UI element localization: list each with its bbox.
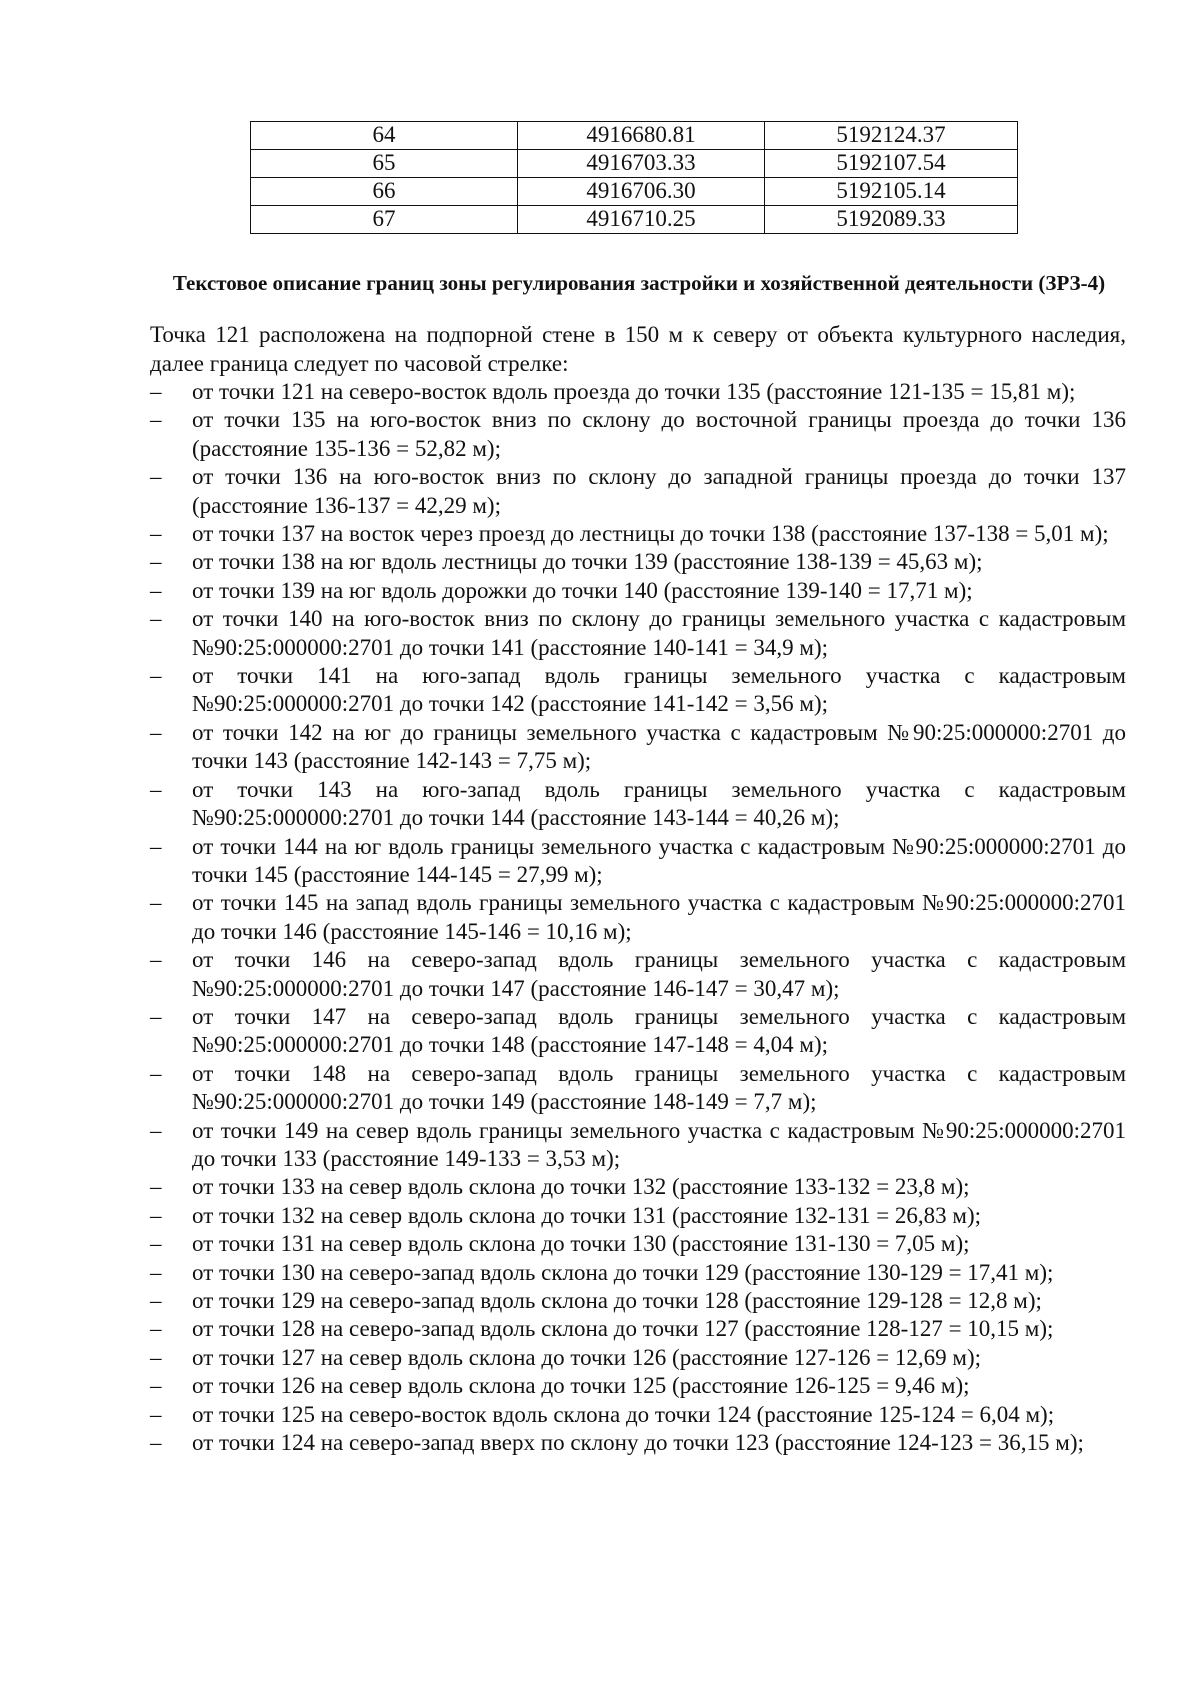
- list-item: [150, 776, 1126, 833]
- x-coordinate-cell: 4916706.30: [518, 178, 765, 206]
- x-coordinate-cell: 4916680.81: [518, 122, 765, 150]
- section-title: Текстовое описание границ зоны регулирования застройки и хозяйственной деятельности (ЗРЗ-4): [172, 271, 1106, 295]
- bullet-dash: –: [150, 890, 162, 916]
- bullet-dash: –: [150, 1288, 162, 1313]
- point-number-cell: 67: [251, 206, 518, 234]
- coordinates-table: [250, 121, 1018, 234]
- list-item-text: от точки 126 на север вдоль склона до точки 125 (расстояние 126-125 = 9,46 м);: [192, 1373, 970, 1399]
- y-coordinate-cell: 5192124.37: [765, 122, 1018, 150]
- list-item-text: от точки 128 на северо-запад вдоль склона до точки 127 (расстояние 128-127 = 10,15 м);: [192, 1316, 1054, 1342]
- list-item-text: от точки 142 на юг до границы земельного участка с кадастровым №90:25:000000:2701 до точки 143 (расстояние 142-143 = 7,75 м);: [192, 719, 1126, 774]
- list-item: [150, 520, 1126, 548]
- point-number-cell: 65: [251, 150, 518, 178]
- list-item-text: от точки 127 на север вдоль склона до точки 126 (расстояние 127-126 = 12,69 м);: [192, 1344, 982, 1370]
- list-item: [150, 1230, 1126, 1258]
- list-item-text: от точки 130 на северо-запад вдоль склона до точки 129 (расстояние 130-129 = 17,41 м);: [192, 1259, 1054, 1285]
- x-coordinate-cell: 4916710.25: [518, 206, 765, 234]
- list-item: [150, 1060, 1126, 1117]
- list-item-text: от точки 148 на северо-запад вдоль границы земельного участка с кадастровым №90:25:000000:2701 до точки 149 (расстояние 148-149 = 7,7 м);: [192, 1060, 1126, 1115]
- list-item-text: от точки 136 на юго-восток вниз по склону до западной границы проезда до точки 137 (расстояние 136-137 = 42,29 м);: [192, 464, 1126, 518]
- list-item-text: от точки 132 на север вдоль склона до точки 131 (расстояние 132-131 = 26,83 м);: [192, 1202, 982, 1228]
- list-item-text: от точки 125 на северо-восток вдоль склона до точки 124 (расстояние 125-124 = 6,04 м);: [192, 1401, 1055, 1427]
- list-item: [150, 1315, 1126, 1343]
- bullet-dash: –: [150, 1174, 162, 1200]
- list-item-text: от точки 129 на северо-запад вдоль склона до точки 128 (расстояние 129-128 = 12,8 м);: [192, 1288, 1042, 1313]
- list-item-text: от точки 131 на север вдоль склона до точки 130 (расстояние 131-130 = 7,05 м);: [192, 1231, 970, 1257]
- point-number-cell: 64: [251, 122, 518, 150]
- list-item-text: от точки 124 на северо-запад вверх по склону до точки 123 (расстояние 124-123 = 36,15 м);: [192, 1430, 1084, 1456]
- list-item: [150, 1202, 1126, 1230]
- list-item-text: от точки 140 на юго-восток вниз по склону до границы земельного участка с кадастровым №90:25:000000:2701 до точки 141 (расстояние 140-141 = 34,9 м);: [192, 606, 1126, 660]
- list-item: [150, 1429, 1126, 1457]
- list-item: [150, 1117, 1126, 1174]
- y-coordinate-cell: 5192105.14: [765, 178, 1018, 206]
- list-item: [150, 577, 1126, 605]
- bullet-dash: –: [150, 1344, 162, 1370]
- bullet-dash: –: [150, 1231, 162, 1257]
- list-item: [150, 1003, 1126, 1060]
- list-item: [150, 378, 1126, 406]
- bullet-dash: –: [150, 1202, 162, 1228]
- bullet-dash: –: [150, 663, 162, 689]
- bullet-dash: –: [150, 606, 162, 632]
- list-item-text: от точки 138 на юг вдоль лестницы до точки 139 (расстояние 138-139 = 45,63 м);: [192, 549, 983, 575]
- list-item-text: от точки 147 на северо-запад вдоль границы земельного участка с кадастровым №90:25:000000:2701 до точки 148 (расстояние 147-148 = 4,04 м);: [192, 1003, 1126, 1058]
- bullet-dash: –: [150, 407, 162, 433]
- bullet-dash: –: [150, 577, 162, 603]
- list-item: [150, 463, 1126, 520]
- y-coordinate-cell: 5192107.54: [765, 150, 1018, 178]
- list-item: [150, 1401, 1126, 1429]
- list-item-text: от точки 137 на восток через проезд до лестницы до точки 138 (расстояние 137-138 = 5,01 м);: [192, 521, 1109, 547]
- list-item: [150, 662, 1126, 719]
- bullet-dash: –: [150, 833, 162, 859]
- point-number-cell: 66: [251, 178, 518, 206]
- bullet-dash: –: [150, 1060, 162, 1086]
- list-item: [150, 946, 1126, 1003]
- boundary-description-list: [150, 378, 1126, 1457]
- bullet-dash: –: [150, 464, 162, 490]
- list-item: [150, 548, 1126, 576]
- bullet-dash: –: [150, 1430, 162, 1456]
- intro-paragraph: Точка 121 расположена на подпорной стене в 150 м к северу от объекта культурного наследия, далее граница следует по часовой стрелке:: [150, 322, 1126, 376]
- table-row: [251, 206, 1018, 234]
- bullet-dash: –: [150, 1316, 162, 1342]
- list-item-text: от точки 135 на юго-восток вниз по склону до восточной границы проезда до точки 136 (расстояние 135-136 = 52,82 м);: [192, 407, 1126, 461]
- bullet-dash: –: [150, 719, 162, 745]
- bullet-dash: –: [150, 379, 162, 404]
- bullet-dash: –: [150, 549, 162, 575]
- bullet-dash: –: [150, 947, 162, 973]
- x-coordinate-cell: 4916703.33: [518, 150, 765, 178]
- list-item: [150, 719, 1126, 776]
- list-item: [150, 1259, 1126, 1287]
- list-item-text: от точки 141 на юго-запад вдоль границы земельного участка с кадастровым №90:25:000000:2701 до точки 142 (расстояние 141-142 = 3,56 м);: [192, 663, 1126, 717]
- list-item-text: от точки 146 на северо-запад вдоль границы земельного участка с кадастровым №90:25:000000:2701 до точки 147 (расстояние 146-147 = 30,47 м);: [192, 947, 1126, 1001]
- list-item: [150, 406, 1126, 463]
- bullet-dash: –: [150, 1003, 162, 1029]
- bullet-dash: –: [150, 1259, 162, 1285]
- list-item-text: от точки 144 на юг вдоль границы земельного участка с кадастровым №90:25:000000:2701 до точки 145 (расстояние 144-145 = 27,99 м);: [192, 833, 1126, 887]
- table-row: [251, 178, 1018, 206]
- list-item-text: от точки 133 на север вдоль склона до точки 132 (расстояние 133-132 = 23,8 м);: [192, 1174, 970, 1200]
- table-row: [251, 150, 1018, 178]
- list-item: [150, 1173, 1126, 1201]
- list-item-text: от точки 143 на юго-запад вдоль границы земельного участка с кадастровым №90:25:000000:2701 до точки 144 (расстояние 143-144 = 40,26 м);: [192, 776, 1126, 831]
- list-item-text: от точки 145 на запад вдоль границы земельного участка с кадастровым №90:25:000000:2701 до точки 146 (расстояние 145-146 = 10,16 м);: [192, 890, 1126, 944]
- list-item-text: от точки 121 на северо-восток вдоль проезда до точки 135 (расстояние 121-135 = 15,81 м);: [192, 379, 1076, 404]
- list-item: [150, 1372, 1126, 1400]
- bullet-dash: –: [150, 776, 162, 802]
- bullet-dash: –: [150, 1373, 162, 1399]
- list-item: [150, 1344, 1126, 1372]
- bullet-dash: –: [150, 1401, 162, 1427]
- list-item-text: от точки 139 на юг вдоль дорожки до точки 140 (расстояние 139-140 = 17,71 м);: [192, 577, 973, 603]
- list-item: [150, 1287, 1126, 1315]
- list-item: [150, 605, 1126, 662]
- table-row: [251, 122, 1018, 150]
- list-item: [150, 833, 1126, 890]
- bullet-dash: –: [150, 521, 162, 547]
- coordinates-table-body: [251, 122, 1018, 234]
- list-item: [150, 889, 1126, 946]
- y-coordinate-cell: 5192089.33: [765, 206, 1018, 234]
- list-item-text: от точки 149 на север вдоль границы земельного участка с кадастровым №90:25:000000:2701 до точки 133 (расстояние 149-133 = 3,53 м);: [192, 1117, 1126, 1171]
- bullet-dash: –: [150, 1117, 162, 1143]
